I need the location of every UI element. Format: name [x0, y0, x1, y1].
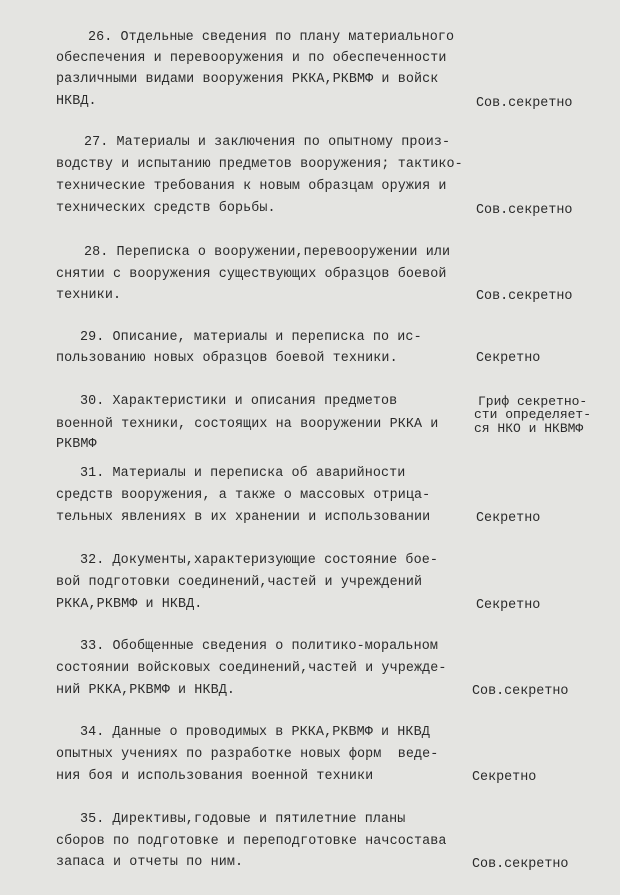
- item-33-classification: Сов.секретно: [472, 684, 569, 699]
- item-28-line-2: снятии с вооружения существующих образцов боевой: [56, 267, 447, 282]
- item-34-line-3: ния боя и использования военной техники: [56, 769, 374, 784]
- item-28-classification: Сов.секретно: [476, 289, 573, 304]
- item-27-classification: Сов.секретно: [476, 203, 573, 218]
- item-28-line-1: 28. Переписка о вооружении,перевооружении или: [84, 245, 451, 260]
- item-26-line-2: обеспечения и перевооружения и по обеспеченности: [56, 51, 447, 66]
- item-30-classification-line-3: ся НКО и НКВМФ: [474, 421, 584, 436]
- item-32-line-1: 32. Документы,характеризующие состояние бое-: [80, 553, 438, 568]
- item-32-line-3: РККА,РКВМФ и НКВД.: [56, 597, 203, 612]
- item-28-line-3: техники.: [56, 288, 122, 303]
- item-35-line-1: 35. Директивы,годовые и пятилетние планы: [80, 812, 406, 827]
- item-26-line-3: различными видами вооружения РККА,РКВМФ и войск: [56, 72, 439, 87]
- item-30-classification-line-1: Гриф секретно-: [478, 394, 588, 409]
- item-33-line-1: 33. Обобщенные сведения о политико-моральном: [80, 639, 438, 654]
- item-31-line-3: тельных явлениях в их хранении и использовании: [56, 510, 431, 525]
- item-31-line-2: средств вооружения, а также о массовых отрица-: [56, 488, 431, 503]
- item-30-line-1: 30. Характеристики и описания предметов: [80, 394, 398, 409]
- item-30-line-2: военной техники, состоящих на вооружении РККА и: [56, 417, 439, 432]
- item-29-line-1: 29. Описание, материалы и переписка по ис-: [80, 330, 422, 345]
- item-34-line-1: 34. Данные о проводимых в РККА,РКВМФ и НКВД: [80, 725, 430, 740]
- item-29-line-2: пользованию новых образцов боевой техники.: [56, 351, 398, 366]
- item-34-line-2: опытных учениях по разработке новых форм веде-: [56, 747, 439, 762]
- item-27-line-4: технических средств борьбы.: [56, 201, 276, 216]
- item-26-classification: Сов.секретно: [476, 96, 573, 111]
- item-26-line-1: 26. Отдельные сведения по плану материального: [88, 30, 455, 45]
- item-30-line-3: РКВМФ: [56, 437, 97, 452]
- item-33-line-3: ний РККА,РКВМФ и НКВД.: [56, 683, 235, 698]
- item-32-line-2: вой подготовки соединений,частей и учреждений: [56, 575, 423, 590]
- item-29-classification: Секретно: [476, 351, 541, 366]
- item-26-line-4: НКВД.: [56, 94, 97, 109]
- item-35-line-2: сборов по подготовке и переподготовке начсостава: [56, 834, 447, 849]
- item-35-line-3: запаса и отчеты по ним.: [56, 855, 244, 870]
- item-31-line-1: 31. Материалы и переписка об аварийности: [80, 466, 406, 481]
- item-35-classification: Сов.секретно: [472, 857, 569, 872]
- item-32-classification: Секретно: [476, 598, 541, 613]
- item-33-line-2: состоянии войсковых соединений,частей и учрежде-: [56, 661, 447, 676]
- item-34-classification: Секретно: [472, 770, 537, 785]
- item-27-line-2: водству и испытанию предметов вооружения; тактико-: [56, 157, 463, 172]
- item-31-classification: Секретно: [476, 511, 541, 526]
- item-30-classification-line-2: сти определяет-: [474, 407, 592, 422]
- item-27-line-3: технические требования к новым образцам оружия и: [56, 179, 447, 194]
- item-27-line-1: 27. Материалы и заключения по опытному произ-: [84, 135, 451, 150]
